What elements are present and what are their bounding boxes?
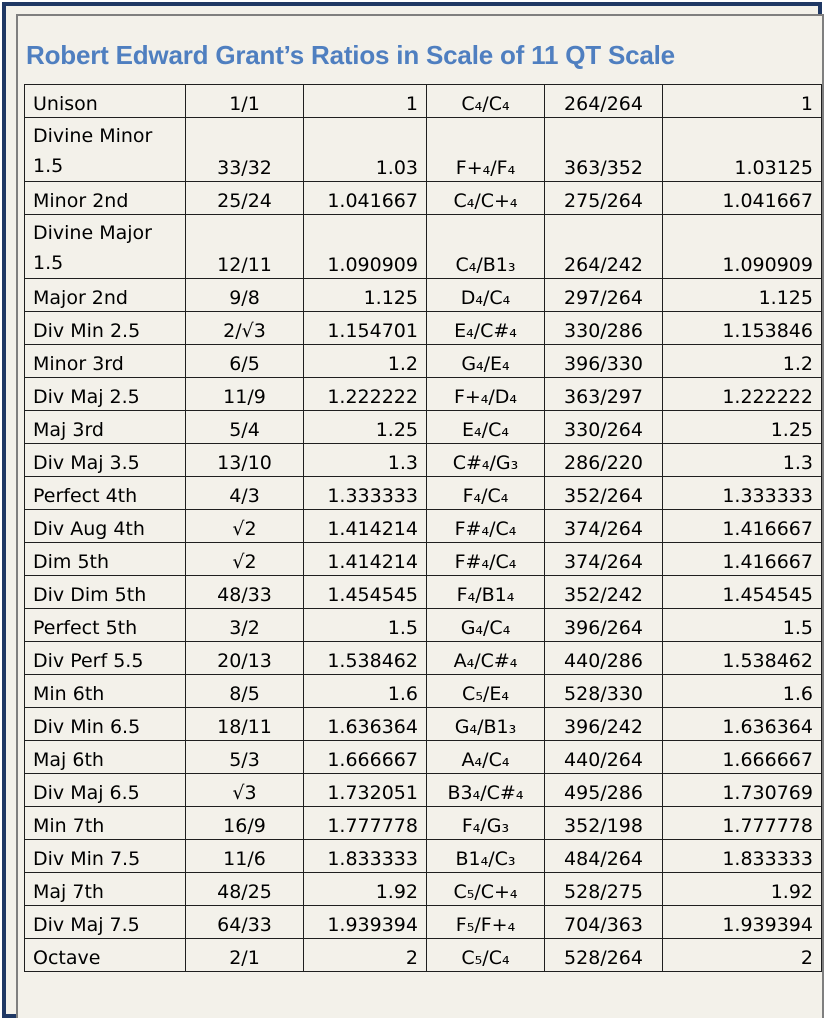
- table-row: [25, 807, 822, 840]
- table-row: [25, 378, 822, 411]
- table-title: Robert Edward Grant’s Ratios in Scale of 11 QT Scale: [26, 40, 675, 70]
- table-row: [25, 182, 822, 215]
- interval-name: Div Maj 6.5: [25, 774, 186, 807]
- notes-cell: C#₄/G₃: [427, 444, 545, 477]
- ratio-cell: 48/33: [186, 576, 304, 609]
- table-row: [25, 774, 822, 807]
- notes-cell: G₄/C₄: [427, 609, 545, 642]
- value-cell: 1.25: [663, 411, 822, 444]
- frequency-cell: 363/352: [545, 118, 663, 182]
- table-row: [25, 279, 822, 312]
- interval-name: Div Maj 7.5: [25, 906, 186, 939]
- notes-cell: A₄/C₄: [427, 741, 545, 774]
- table-row: [25, 118, 822, 182]
- decimal-cell: 2: [304, 939, 427, 972]
- ratio-cell: 18/11: [186, 708, 304, 741]
- frequency-cell: 352/198: [545, 807, 663, 840]
- notes-cell: F₄/B1₄: [427, 576, 545, 609]
- notes-cell: E₄/C₄: [427, 411, 545, 444]
- table-row: [25, 510, 822, 543]
- value-cell: 1.222222: [663, 378, 822, 411]
- decimal-cell: 1.222222: [304, 378, 427, 411]
- notes-cell: F₄/G₃: [427, 807, 545, 840]
- notes-cell: G₄/B1₃: [427, 708, 545, 741]
- ratio-cell: 11/9: [186, 378, 304, 411]
- ratio-cell: 3/2: [186, 609, 304, 642]
- decimal-cell: 1.777778: [304, 807, 427, 840]
- notes-cell: C₄/C+₄: [427, 182, 545, 215]
- interval-name: Maj 6th: [25, 741, 186, 774]
- table-row: [25, 477, 822, 510]
- ratio-cell: 9/8: [186, 279, 304, 312]
- value-cell: 1.454545: [663, 576, 822, 609]
- notes-cell: C₅/E₄: [427, 675, 545, 708]
- notes-cell: B1₄/C₃: [427, 840, 545, 873]
- ratio-cell: 2/1: [186, 939, 304, 972]
- decimal-cell: 1.939394: [304, 906, 427, 939]
- ratio-cell: 6/5: [186, 345, 304, 378]
- table-row: [25, 906, 822, 939]
- interval-name: Dim 5th: [25, 543, 186, 576]
- decimal-cell: 1.732051: [304, 774, 427, 807]
- notes-cell: F+₄/D₄: [427, 378, 545, 411]
- decimal-cell: 1.92: [304, 873, 427, 906]
- ratio-cell: 48/25: [186, 873, 304, 906]
- ratio-cell: 2/√3: [186, 312, 304, 345]
- value-cell: 1.538462: [663, 642, 822, 675]
- ratio-cell: √2: [186, 510, 304, 543]
- table-row: [25, 345, 822, 378]
- notes-cell: D₄/C₄: [427, 279, 545, 312]
- ratio-cell: 4/3: [186, 477, 304, 510]
- interval-name: Div Min 7.5: [25, 840, 186, 873]
- ratio-cell: 16/9: [186, 807, 304, 840]
- notes-cell: F₄/C₄: [427, 477, 545, 510]
- value-cell: 1.666667: [663, 741, 822, 774]
- decimal-cell: 1.333333: [304, 477, 427, 510]
- value-cell: 1.041667: [663, 182, 822, 215]
- frequency-cell: 363/297: [545, 378, 663, 411]
- frequency-cell: 704/363: [545, 906, 663, 939]
- table-row: [25, 708, 822, 741]
- notes-cell: F#₄/C₄: [427, 543, 545, 576]
- frequency-cell: 264/242: [545, 215, 663, 279]
- table-row: [25, 642, 822, 675]
- interval-name: Div Dim 5th: [25, 576, 186, 609]
- decimal-cell: 1.454545: [304, 576, 427, 609]
- frequency-cell: 352/264: [545, 477, 663, 510]
- value-cell: 1.153846: [663, 312, 822, 345]
- value-cell: 1.939394: [663, 906, 822, 939]
- interval-name: Perfect 5th: [25, 609, 186, 642]
- decimal-cell: 1.666667: [304, 741, 427, 774]
- table-row: [25, 873, 822, 906]
- ratio-cell: 12/11: [186, 215, 304, 279]
- table-row: [25, 312, 822, 345]
- decimal-cell: 1.5: [304, 609, 427, 642]
- decimal-cell: 1.833333: [304, 840, 427, 873]
- notes-cell: F#₄/C₄: [427, 510, 545, 543]
- table-row: [25, 939, 822, 972]
- interval-name: Maj 7th: [25, 873, 186, 906]
- decimal-cell: 1.090909: [304, 215, 427, 279]
- ratio-cell: 20/13: [186, 642, 304, 675]
- interval-name: Major 2nd: [25, 279, 186, 312]
- frequency-cell: 330/286: [545, 312, 663, 345]
- notes-cell: E₄/C#₄: [427, 312, 545, 345]
- value-cell: 1.333333: [663, 477, 822, 510]
- decimal-cell: 1.538462: [304, 642, 427, 675]
- table-row: [25, 411, 822, 444]
- frequency-cell: 374/264: [545, 543, 663, 576]
- interval-name: Minor 2nd: [25, 182, 186, 215]
- interval-name: Div Min 6.5: [25, 708, 186, 741]
- ratio-cell: 5/3: [186, 741, 304, 774]
- interval-name: Unison: [25, 85, 186, 118]
- decimal-cell: 1.041667: [304, 182, 427, 215]
- notes-cell: A₄/C#₄: [427, 642, 545, 675]
- frequency-cell: 440/264: [545, 741, 663, 774]
- ratio-cell: √2: [186, 543, 304, 576]
- notes-cell: F₅/F+₄: [427, 906, 545, 939]
- notes-cell: F+₄/F₄: [427, 118, 545, 182]
- table-row: [25, 741, 822, 774]
- interval-name: Divine Minor 1.5: [25, 118, 186, 182]
- table-frame: [2, 2, 822, 1018]
- value-cell: 1.777778: [663, 807, 822, 840]
- decimal-cell: 1.636364: [304, 708, 427, 741]
- table-row: [25, 840, 822, 873]
- interval-name: Octave: [25, 939, 186, 972]
- decimal-cell: 1.154701: [304, 312, 427, 345]
- value-cell: 1.03125: [663, 118, 822, 182]
- value-cell: 1.3: [663, 444, 822, 477]
- interval-name: Perfect 4th: [25, 477, 186, 510]
- frequency-cell: 495/286: [545, 774, 663, 807]
- value-cell: 1.636364: [663, 708, 822, 741]
- ratio-cell: 64/33: [186, 906, 304, 939]
- decimal-cell: 1.6: [304, 675, 427, 708]
- decimal-cell: 1.2: [304, 345, 427, 378]
- interval-name: Div Aug 4th: [25, 510, 186, 543]
- notes-cell: C₄/B1₃: [427, 215, 545, 279]
- table-row: [25, 85, 822, 118]
- frequency-cell: 396/330: [545, 345, 663, 378]
- frequency-cell: 286/220: [545, 444, 663, 477]
- frequency-cell: 396/264: [545, 609, 663, 642]
- frequency-cell: 528/330: [545, 675, 663, 708]
- notes-cell: C₅/C₄: [427, 939, 545, 972]
- frequency-cell: 297/264: [545, 279, 663, 312]
- table-row: [25, 444, 822, 477]
- value-cell: 1.2: [663, 345, 822, 378]
- value-cell: 1.090909: [663, 215, 822, 279]
- table-row: [25, 576, 822, 609]
- decimal-cell: 1.125: [304, 279, 427, 312]
- interval-name: Div Maj 3.5: [25, 444, 186, 477]
- ratio-cell: 11/6: [186, 840, 304, 873]
- interval-name: Min 6th: [25, 675, 186, 708]
- value-cell: 1.5: [663, 609, 822, 642]
- value-cell: 2: [663, 939, 822, 972]
- value-cell: 1: [663, 85, 822, 118]
- decimal-cell: 1: [304, 85, 427, 118]
- value-cell: 1.125: [663, 279, 822, 312]
- frequency-cell: 528/275: [545, 873, 663, 906]
- ratios-table: [24, 84, 822, 972]
- interval-name: Minor 3rd: [25, 345, 186, 378]
- interval-name: Divine Major 1.5: [25, 215, 186, 279]
- ratio-cell: 5/4: [186, 411, 304, 444]
- frequency-cell: 396/242: [545, 708, 663, 741]
- interval-name: Div Maj 2.5: [25, 378, 186, 411]
- value-cell: 1.833333: [663, 840, 822, 873]
- frequency-cell: 264/264: [545, 85, 663, 118]
- frequency-cell: 528/264: [545, 939, 663, 972]
- table-row: [25, 215, 822, 279]
- table-row: [25, 609, 822, 642]
- frequency-cell: 374/264: [545, 510, 663, 543]
- interval-name: Maj 3rd: [25, 411, 186, 444]
- decimal-cell: 1.414214: [304, 510, 427, 543]
- table-panel: [16, 14, 824, 1018]
- ratio-cell: 1/1: [186, 85, 304, 118]
- table-row: [25, 675, 822, 708]
- ratio-cell: √3: [186, 774, 304, 807]
- decimal-cell: 1.25: [304, 411, 427, 444]
- value-cell: 1.92: [663, 873, 822, 906]
- decimal-cell: 1.03: [304, 118, 427, 182]
- ratio-cell: 33/32: [186, 118, 304, 182]
- value-cell: 1.730769: [663, 774, 822, 807]
- frequency-cell: 275/264: [545, 182, 663, 215]
- value-cell: 1.6: [663, 675, 822, 708]
- frequency-cell: 352/242: [545, 576, 663, 609]
- interval-name: Min 7th: [25, 807, 186, 840]
- value-cell: 1.416667: [663, 543, 822, 576]
- value-cell: 1.416667: [663, 510, 822, 543]
- decimal-cell: 1.414214: [304, 543, 427, 576]
- ratio-cell: 13/10: [186, 444, 304, 477]
- frequency-cell: 330/264: [545, 411, 663, 444]
- notes-cell: C₄/C₄: [427, 85, 545, 118]
- notes-cell: G₄/E₄: [427, 345, 545, 378]
- table-row: [25, 543, 822, 576]
- decimal-cell: 1.3: [304, 444, 427, 477]
- notes-cell: C₅/C+₄: [427, 873, 545, 906]
- interval-name: Div Min 2.5: [25, 312, 186, 345]
- ratio-cell: 8/5: [186, 675, 304, 708]
- interval-name: Div Perf 5.5: [25, 642, 186, 675]
- ratio-cell: 25/24: [186, 182, 304, 215]
- frequency-cell: 484/264: [545, 840, 663, 873]
- frequency-cell: 440/286: [545, 642, 663, 675]
- notes-cell: B3₄/C#₄: [427, 774, 545, 807]
